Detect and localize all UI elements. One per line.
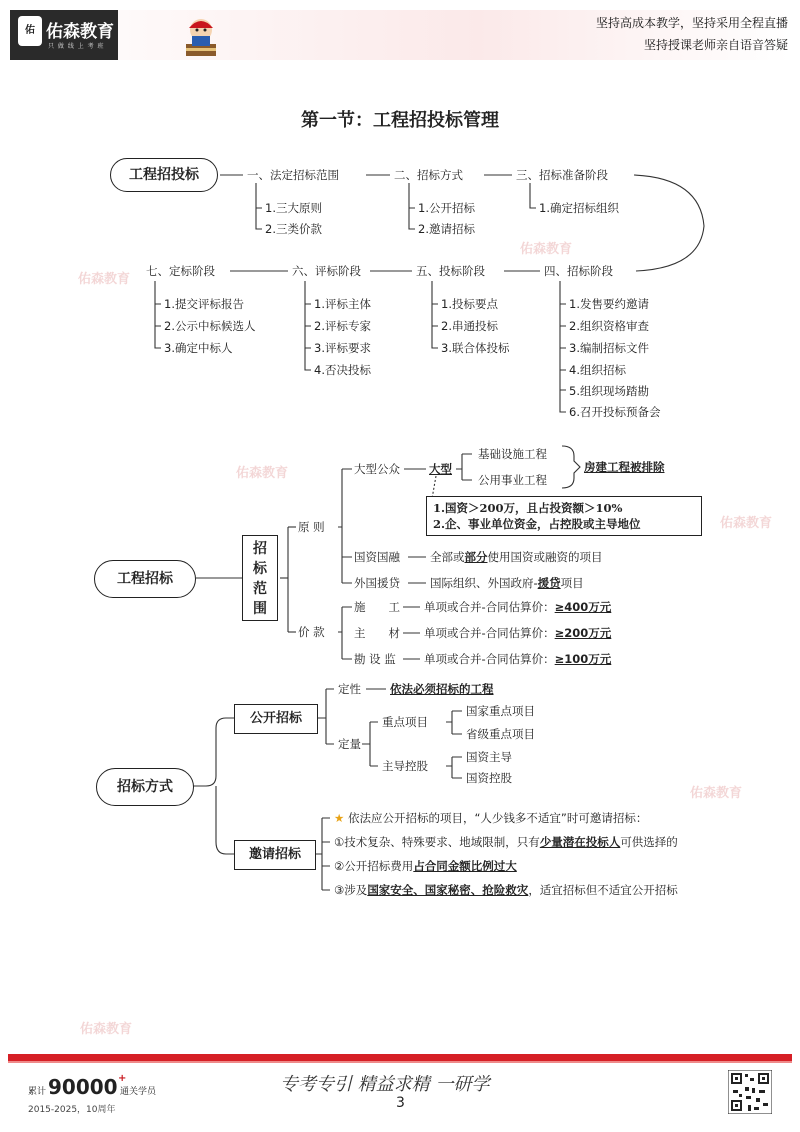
key-project-item: 省级重点项目 xyxy=(466,727,535,741)
flow-sub-item: 2.串通投标 xyxy=(441,319,498,333)
flow-sub-item: 2.三类价款 xyxy=(265,222,322,236)
scope-vertical-box xyxy=(242,535,278,621)
footer-count: 90000 xyxy=(48,1075,118,1099)
invite-tender-box: 邀请招标 xyxy=(234,840,316,870)
scope-large-item: 基础设施工程 xyxy=(478,447,547,461)
header-tagline-1: 坚持高成本教学，坚持采用全程直播 xyxy=(595,16,788,30)
watermark: 佑森教育 xyxy=(80,1022,133,1037)
flow-step-6: 六、评标阶段 xyxy=(292,264,361,278)
invite-item-2: ②公开招标费用占合同金额比例过大 xyxy=(334,859,517,873)
scope-large-label: 大型公众 xyxy=(354,462,400,476)
scope-root-box: 工程招标 xyxy=(94,560,196,598)
flow-root-box: 工程招投标 xyxy=(110,158,218,192)
page-title: 第一节：工程招投标管理 xyxy=(301,110,499,131)
scope-excluded-note: 房建工程被排除 xyxy=(584,460,665,474)
footer-bar xyxy=(8,1054,792,1061)
price-row-label: 施 工 xyxy=(354,600,400,614)
flow-sub-item: 3.联合体投标 xyxy=(441,341,510,355)
method-root-box: 招标方式 xyxy=(96,768,194,806)
watermark: 佑森教育 xyxy=(520,242,573,257)
flow-sub-item: 2.公示中标候选人 xyxy=(164,319,256,333)
flow-sub-item: 1.确定招标组织 xyxy=(539,201,619,215)
watermark: 佑森教育 xyxy=(78,272,131,287)
price-row-text: 单项或合并-合同估算价：≥200万元 xyxy=(424,626,612,640)
header-tagline-2: 坚持授课老师亲自语音答疑 xyxy=(643,38,788,52)
callout-line-1: 1.国资＞200万，且占投资额＞10% xyxy=(433,501,623,515)
flow-sub-item: 3.确定中标人 xyxy=(164,341,233,355)
footer-years: 2015-2025，10周年 xyxy=(28,1105,116,1115)
footer-count-suffix: 通关学员 xyxy=(120,1087,157,1097)
flow-sub-item: 3.编制招标文件 xyxy=(569,341,649,355)
flow-sub-item: 4.组织招标 xyxy=(569,363,626,377)
price-row-text: 单项或合并-合同估算价：≥100万元 xyxy=(424,652,612,666)
invite-intro: ★ 依法应公开招标的项目，“人少钱多不适宜”时可邀请招标： xyxy=(334,811,648,825)
scope-foreign-label: 外国援贷 xyxy=(354,576,400,590)
flow-sub-item: 3.评标要求 xyxy=(314,341,371,355)
callout-line-2: 2.企、事业单位资金，占控股或主导地位 xyxy=(433,517,641,531)
qual-label: 定性 xyxy=(338,682,361,696)
open-tender-box: 公开招标 xyxy=(234,704,318,734)
flow-sub-item: 2.评标专家 xyxy=(314,319,371,333)
qr-code-icon xyxy=(728,1070,772,1114)
logo-name: 佑森教育 xyxy=(46,22,114,42)
price-row-text: 单项或合并-合同估算价：≥400万元 xyxy=(424,600,612,614)
invite-item-3: ③涉及国家安全、国家秘密、抢险救灾，适宜招标但不适宜公开招标 xyxy=(334,883,678,897)
logo-slogan: 只 做 线 上 考 班 xyxy=(48,43,105,50)
flow-step-3: 三、招标准备阶段 xyxy=(516,168,608,182)
footer-signature: 专考专引 精益求精 一研学 xyxy=(280,1074,490,1095)
flow-sub-item: 1.三大原则 xyxy=(265,201,322,215)
flow-step-4: 四、招标阶段 xyxy=(544,264,613,278)
flow-sub-item: 1.评标主体 xyxy=(314,297,371,311)
scope-state-text: 全部或部分使用国资或融资的项目 xyxy=(430,550,603,564)
invite-item-1: ①技术复杂、特殊要求、地域限制，只有少量潜在投标人可供选择的 xyxy=(334,835,678,849)
lead-item: 国资主导 xyxy=(466,750,512,764)
box-char: 标 xyxy=(253,561,267,577)
flow-sub-item: 5.组织现场踏勘 xyxy=(569,384,649,398)
star-icon: ★ xyxy=(334,811,345,825)
scope-foreign-text: 国际组织、外国政府-援贷项目 xyxy=(430,576,584,590)
qual-value: 依法必须招标的工程 xyxy=(390,682,494,696)
flow-sub-item: 2.邀请招标 xyxy=(418,222,475,236)
footer-count-plus: + xyxy=(118,1073,127,1084)
flow-sub-item: 1.提交评标报告 xyxy=(164,297,244,311)
watermark: 佑森教育 xyxy=(720,516,773,531)
footer-count-prefix: 累计 xyxy=(28,1087,47,1097)
quant-label: 定量 xyxy=(338,737,361,751)
scope-principle-label: 原 则 xyxy=(298,520,325,534)
footer-stripe xyxy=(8,1061,792,1063)
flow-sub-item: 1.投标要点 xyxy=(441,297,498,311)
flow-step-7: 七、定标阶段 xyxy=(146,264,215,278)
flow-sub-item: 6.召开投标预备会 xyxy=(569,405,661,419)
logo-mark-icon: 佑 xyxy=(18,16,42,46)
flow-sub-item: 4.否决投标 xyxy=(314,363,371,377)
scope-large-item: 公用事业工程 xyxy=(478,473,547,487)
box-char: 范 xyxy=(253,581,267,597)
price-row-label: 主 材 xyxy=(354,626,400,640)
flow-sub-item: 1.发售要约邀请 xyxy=(569,297,649,311)
lead-label: 主导控股 xyxy=(382,759,428,773)
key-project-item: 国家重点项目 xyxy=(466,704,535,718)
watermark: 佑森教育 xyxy=(236,466,289,481)
flow-sub-item: 1.公开招标 xyxy=(418,201,475,215)
scope-large-key: 大型 xyxy=(429,462,452,476)
flow-step-1: 一、法定招标范围 xyxy=(247,168,339,182)
scope-state-label: 国资国融 xyxy=(354,550,400,564)
box-char: 招 xyxy=(253,541,267,557)
watermark: 佑森教育 xyxy=(690,786,743,801)
price-row-label: 勘 设 监 xyxy=(354,652,396,666)
flow-step-5: 五、投标阶段 xyxy=(416,264,485,278)
page-number: 3 xyxy=(396,1095,405,1111)
box-char: 围 xyxy=(253,601,267,617)
scope-price-label: 价 款 xyxy=(298,625,325,639)
lead-item: 国资控股 xyxy=(466,771,512,785)
flow-sub-item: 2.组织资格审查 xyxy=(569,319,649,333)
key-project-label: 重点项目 xyxy=(382,715,428,729)
callout-box xyxy=(426,496,702,536)
flow-step-2: 二、招标方式 xyxy=(394,168,463,182)
